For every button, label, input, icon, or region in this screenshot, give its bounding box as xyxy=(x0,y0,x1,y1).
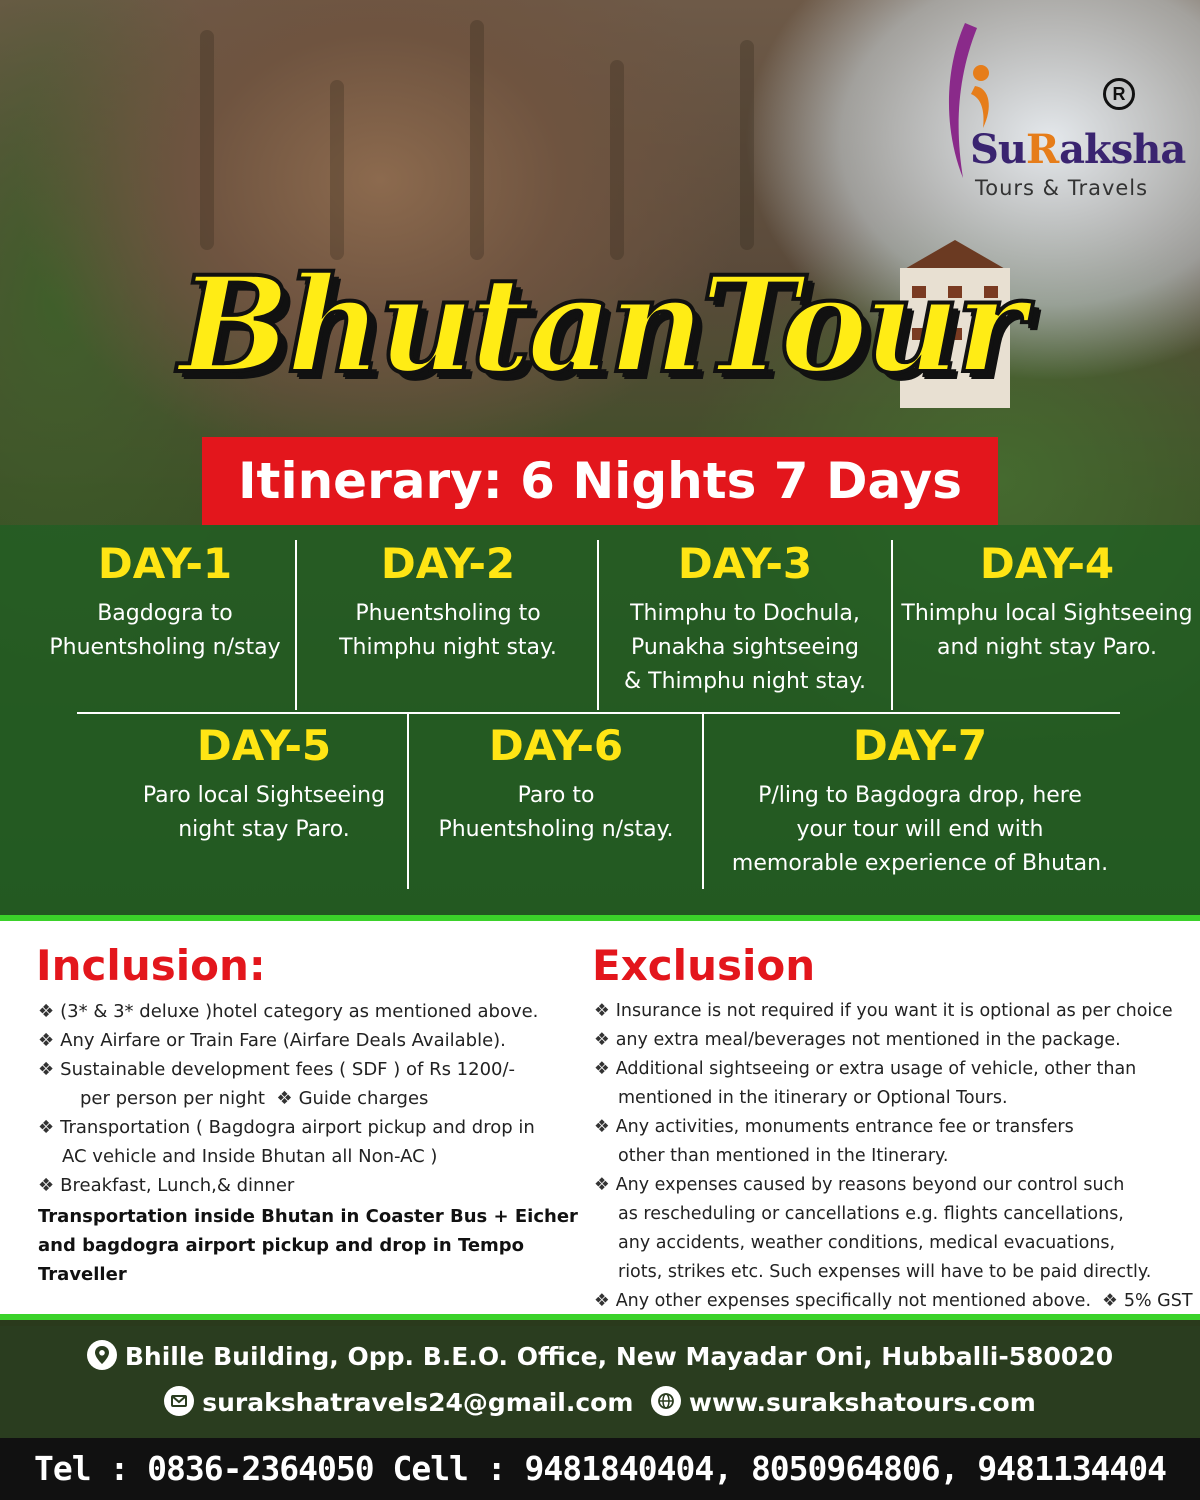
day-label: DAY-7 xyxy=(852,721,988,770)
list-item: ❖ Sustainable development fees ( SDF ) of Rs 1200/- xyxy=(38,1059,516,1080)
email-icon xyxy=(164,1386,194,1416)
day-text: Punakha sightseeing xyxy=(630,635,860,660)
diamond-bullet-icon: ❖ xyxy=(594,1291,610,1311)
cliff-texture xyxy=(330,80,344,260)
day-label: DAY-5 xyxy=(196,721,332,770)
itinerary-panel xyxy=(0,525,1200,915)
day-text: night stay Paro. xyxy=(178,817,350,842)
day-text: Phuentsholing n/stay. xyxy=(438,817,674,842)
list-item: ❖ Any Airfare or Train Fare (Airfare Deals Available). xyxy=(38,1030,506,1051)
day-text: P/ling to Bagdogra drop, here xyxy=(758,783,1082,808)
list-item: AC vehicle and Inside Bhutan all Non-AC ) xyxy=(62,1146,438,1167)
list-item: ❖ Transportation ( Bagdogra airport pickup and drop in xyxy=(38,1117,535,1138)
day-card-7 xyxy=(705,721,1135,881)
list-item: ❖ Any activities, monuments entrance fee or transfers xyxy=(594,1117,1074,1137)
diamond-bullet-icon: ❖ xyxy=(38,1030,55,1051)
list-item: as rescheduling or cancellations e.g. flights cancellations, xyxy=(618,1204,1124,1224)
diamond-bullet-icon: ❖ xyxy=(594,1001,610,1021)
day-text: Thimphu night stay. xyxy=(339,635,557,660)
email-link[interactable]: surakshatravels24@gmail.com xyxy=(202,1388,634,1417)
day-card-3 xyxy=(600,539,890,699)
day-label: DAY-4 xyxy=(979,539,1115,588)
day-text: memorable experience of Bhutan. xyxy=(731,851,1109,876)
day-label: DAY-3 xyxy=(677,539,813,588)
list-item: ❖ Additional sightseeing or extra usage of vehicle, other than xyxy=(594,1059,1137,1079)
transport-note: Transportation inside Bhutan in Coaster Bus + Eicher and bagdogra airport pickup and drop in Tempo Traveller xyxy=(38,1206,578,1285)
day-text: and night stay Paro. xyxy=(937,635,1157,660)
cliff-texture xyxy=(610,60,624,260)
list-item: other than mentioned in the Itinerary. xyxy=(618,1146,949,1166)
website-link[interactable]: www.surakshatours.com xyxy=(688,1388,1036,1417)
day-text: Phuentsholing to xyxy=(355,601,541,626)
address-text: Bhille Building, Opp. B.E.O. Office, New Mayadar Oni, Hubballi-580020 xyxy=(124,1342,1114,1371)
diamond-bullet-icon: ❖ xyxy=(38,1059,55,1080)
day-divider xyxy=(891,540,893,710)
list-item: riots, strikes etc. Such expenses will have to be paid directly. xyxy=(618,1262,1152,1282)
brand-subtitle: Tours & Travels xyxy=(975,176,1149,200)
location-pin-icon xyxy=(87,1340,117,1370)
day-text: Paro to xyxy=(517,783,595,808)
globe-icon xyxy=(651,1386,681,1416)
inclusion-list xyxy=(38,997,538,1200)
diamond-bullet-icon: ❖ xyxy=(594,1175,610,1195)
list-item: ❖ any extra meal/beverages not mentioned in the package. xyxy=(594,1030,1121,1050)
diamond-bullet-icon: ❖ xyxy=(1102,1291,1118,1311)
page-title: BhutanTour xyxy=(178,248,1022,403)
day-text: your tour will end with xyxy=(796,817,1044,842)
day-card-4 xyxy=(894,539,1200,665)
day-divider xyxy=(702,714,704,889)
day-label: DAY-6 xyxy=(488,721,624,770)
list-item: per person per night ❖ Guide charges xyxy=(80,1088,429,1109)
exclusion-list xyxy=(594,997,1193,1316)
diamond-bullet-icon: ❖ xyxy=(594,1059,610,1079)
inclusion-exclusion-section xyxy=(0,915,1200,1320)
registered-mark: R xyxy=(1103,78,1135,110)
day-divider xyxy=(597,540,599,710)
list-item: ❖ Any other expenses specifically not mentioned above. ❖ 5% GST xyxy=(594,1291,1193,1311)
address-row xyxy=(0,1342,1200,1373)
diamond-bullet-icon: ❖ xyxy=(594,1117,610,1137)
day-text: Thimphu local Sightseeing xyxy=(901,601,1193,626)
list-item: ❖ (3* & 3* deluxe )hotel category as mentioned above. xyxy=(38,1001,539,1022)
list-item: any accidents, weather conditions, medical evacuations, xyxy=(618,1233,1116,1253)
diamond-bullet-icon: ❖ xyxy=(38,1175,55,1196)
diamond-bullet-icon: ❖ xyxy=(38,1001,55,1022)
row-divider xyxy=(77,712,1120,714)
phone-numbers[interactable]: Tel : 0836-2364050 Cell : 9481840404, 8050964806, 9481134404 xyxy=(0,1438,1200,1500)
day-label: DAY-2 xyxy=(380,539,516,588)
day-card-1 xyxy=(30,539,300,665)
list-item: ❖ Insurance is not required if you want it is optional as per choice xyxy=(594,1001,1173,1021)
day-card-6 xyxy=(410,721,702,847)
day-card-2 xyxy=(298,539,598,665)
contact-footer xyxy=(0,1326,1200,1438)
cliff-texture xyxy=(200,30,214,250)
day-label: DAY-1 xyxy=(97,539,233,588)
day-card-5 xyxy=(120,721,408,847)
web-contact-row xyxy=(0,1388,1200,1419)
brand-name: SuRaksha xyxy=(970,126,1186,173)
diamond-bullet-icon: ❖ xyxy=(594,1030,610,1050)
day-divider xyxy=(295,540,297,710)
inclusion-heading: Inclusion: xyxy=(36,941,266,990)
day-text: & Thimphu night stay. xyxy=(624,669,866,694)
cliff-texture xyxy=(740,40,754,250)
list-item: ❖ Any expenses caused by reasons beyond our control such xyxy=(594,1175,1125,1195)
day-text: Bagdogra to xyxy=(97,601,233,626)
day-text: Paro local Sightseeing xyxy=(142,783,386,808)
brand-logo xyxy=(925,18,1186,203)
cliff-texture xyxy=(470,20,484,260)
diamond-bullet-icon: ❖ xyxy=(276,1088,293,1109)
diamond-bullet-icon: ❖ xyxy=(38,1117,55,1138)
day-divider xyxy=(407,714,409,889)
list-item: mentioned in the itinerary or Optional Tours. xyxy=(618,1088,1008,1108)
itinerary-banner: Itinerary: 6 Nights 7 Days xyxy=(202,437,998,525)
exclusion-heading: Exclusion xyxy=(592,941,816,990)
list-item: ❖ Breakfast, Lunch,& dinner xyxy=(38,1175,295,1196)
day-text: Thimphu to Dochula, xyxy=(630,601,860,626)
day-text: Phuentsholing n/stay xyxy=(49,635,281,660)
